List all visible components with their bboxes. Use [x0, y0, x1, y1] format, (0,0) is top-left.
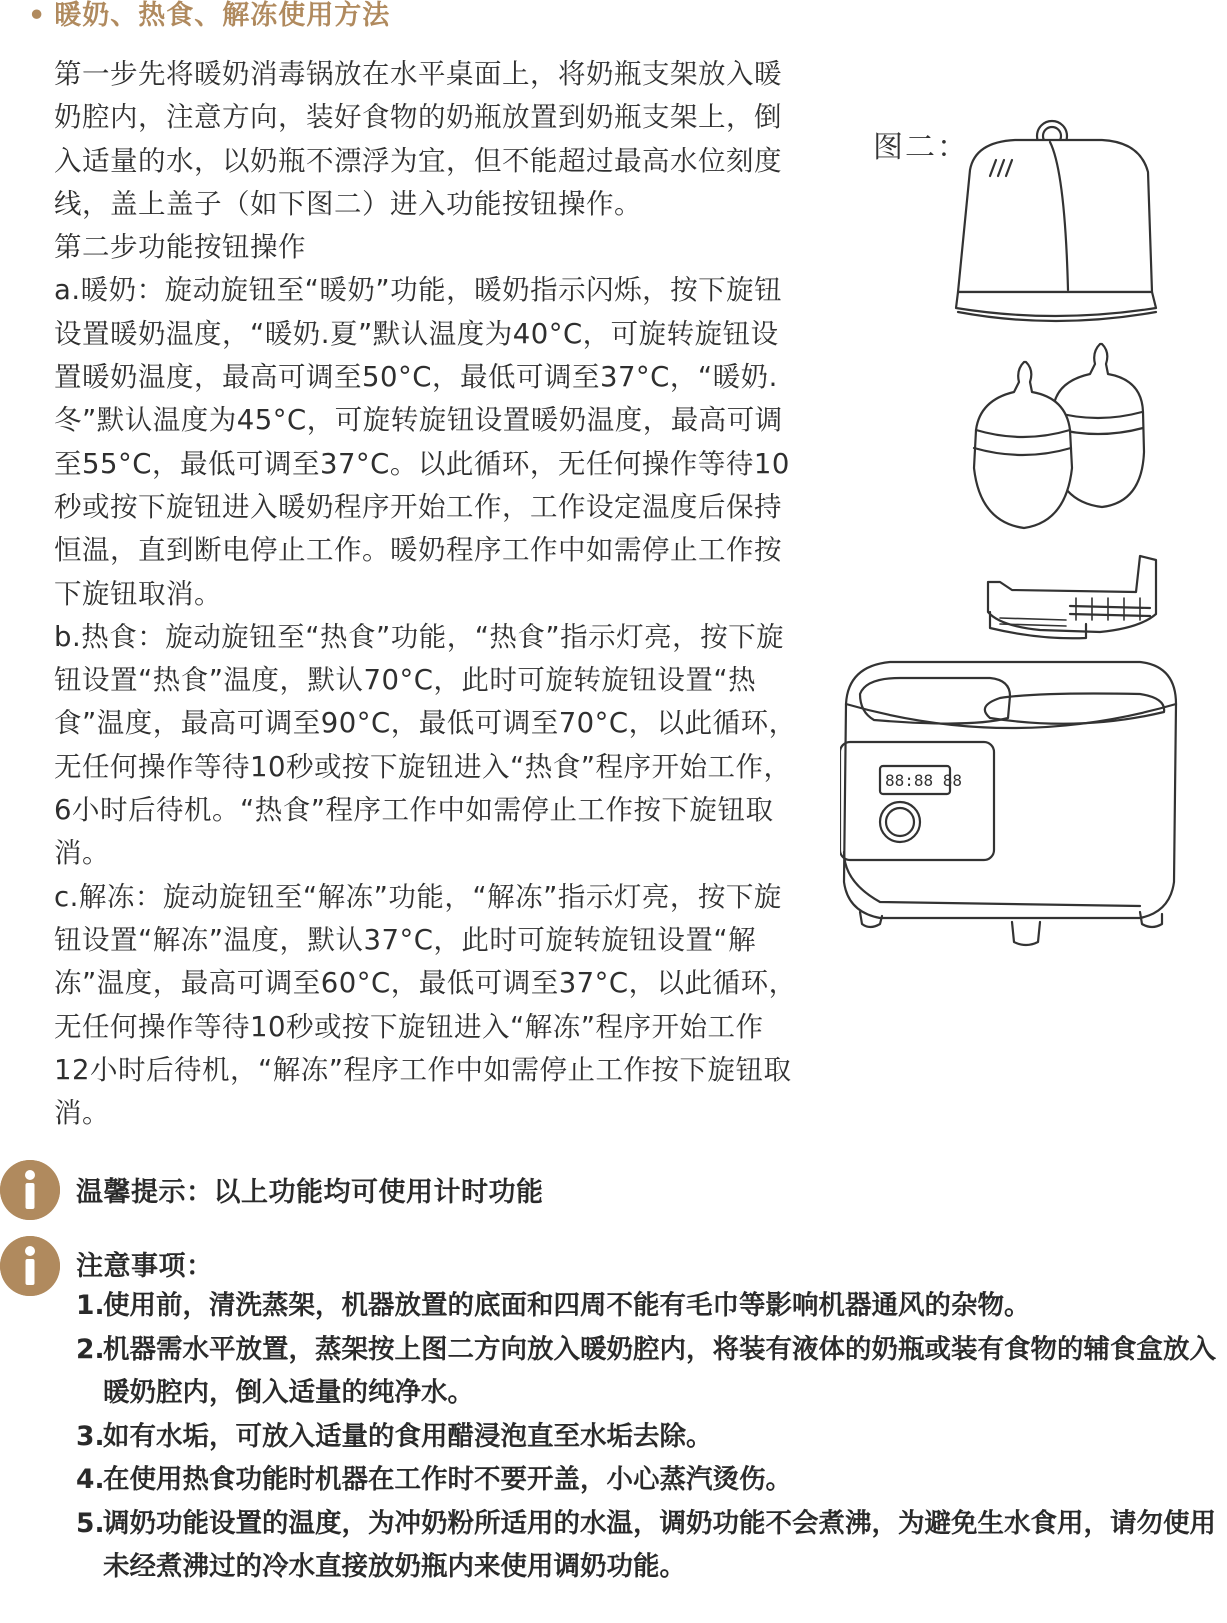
notes-heading: 注意事项：: [76, 1251, 214, 1282]
rack-illustration: [988, 556, 1156, 638]
step-two-heading: 第二步功能按钮操作: [54, 231, 306, 264]
warm-milk-paragraph: a.暖奶：旋动旋钮至“暖奶”功能，暖奶指示闪烁，按下旋钮设置暖奶温度，“暖奶.夏”默认温度为40°C，可旋转旋钮设置暖奶温度，最高可调至50°C，最低可调至37°C，“暖奶.冬”默认温度为45°C，可旋转旋钮设置暖奶温度，最高可调至55°C，最低可调至37°C。以此循环，无任何操作等待10秒或按下旋钮进入暖奶程序开始工作，工作设定温度后保持恒温，直到断电停止工作。暖奶程序工作中如需停止工作按下旋钮取消。: [54, 274, 790, 610]
section-title: [28, 0, 390, 32]
list-item: 5. 调奶功能设置的温度，为冲奶粉所适用的水温，调奶功能不会煮沸，为避免生水食用，请勿使用未经煮沸过的冷水直接放奶瓶内来使用调奶功能。: [76, 1507, 1216, 1582]
notes-list: [76, 1284, 1226, 1589]
svg-text:88:88 88: 88:88 88: [885, 771, 963, 790]
list-item: 4. 在使用热食功能时机器在工作时不要开盖，小心蒸汽烫伤。: [76, 1464, 792, 1495]
heat-food-paragraph: b.热食：旋动旋钮至“热食”功能，“热食”指示灯亮，按下旋钮设置“热食”温度，默认70°C，此时可旋转旋钮设置“热食”温度，最高可调至90°C，最低可调至70°C，以此循环，无任何操作等待10秒或按下旋钮进入“热食”程序开始工作，6小时后待机。“热食”程序工作中如需停止工作按下旋钮取消。: [54, 620, 797, 870]
bottles-illustration: [974, 344, 1144, 528]
list-item: 3. 如有水垢，可放入适量的食用醋浸泡直至水垢去除。: [76, 1420, 713, 1452]
info-icon: [0, 1236, 60, 1296]
base-illustration: [840, 662, 1176, 945]
product-exploded-illustration: [840, 112, 1220, 997]
section-title-text: 暖奶、热食、解冻使用方法: [54, 0, 391, 31]
bullet: •: [28, 0, 47, 31]
figure-label: 图二：: [873, 130, 969, 165]
lid-illustration: [956, 121, 1156, 321]
list-item: 2. 机器需水平放置，蒸架按上图二方向放入暖奶腔内，将装有液体的奶瓶或装有食物的辅食盒放入暖奶腔内，倒入适量的纯净水。: [76, 1333, 1216, 1408]
thaw-paragraph: c.解冻：旋动旋钮至“解冻”功能，“解冻”指示灯亮，按下旋钮设置“解冻”温度，默认37°C，此时可旋转旋钮设置“解冻”温度，最高可调至60°C，最低可调至37°C，以此循环，无任何操作等待10秒或按下旋钮进入“解冻”程序开始工作12小时后待机，“解冻”程序工作中如需停止工作按下旋钮取消。: [54, 880, 797, 1130]
list-item: 1. 使用前，清洗蒸架，机器放置的底面和四周不能有毛巾等影响机器通风的杂物。: [76, 1290, 1031, 1321]
step-one-paragraph: 第一步先将暖奶消毒锅放在水平桌面上，将奶瓶支架放入暖奶腔内，注意方向，装好食物的奶瓶放置到奶瓶支架上，倒入适量的水，以奶瓶不漂浮为宜，但不能超过最高水位刻度线，盖上盖子（如下图二）进入功能按钮操作。: [54, 58, 782, 220]
tip-text: 温馨提示：以上功能均可使用计时功能: [76, 1177, 544, 1208]
instructions-body: [54, 53, 799, 1135]
info-icon: [0, 1160, 60, 1220]
